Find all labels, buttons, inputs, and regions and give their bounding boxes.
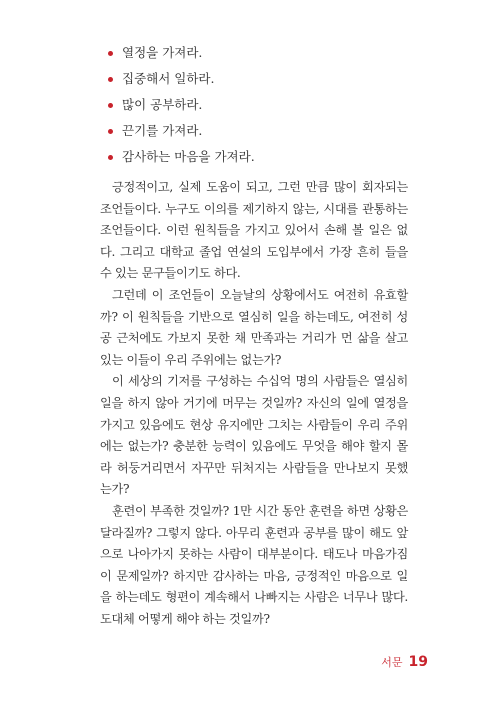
bullet-dot-icon	[108, 103, 113, 108]
page-footer	[381, 654, 428, 670]
body-text	[100, 177, 408, 630]
bullet-item	[108, 118, 255, 144]
bullet-text: 집중해서 일하라.	[122, 71, 215, 86]
bullet-item	[108, 92, 255, 118]
paragraph: 이 세상의 기저를 구성하는 수십억 명의 사람들은 열심히 일을 하지 않아 거기에 머무는 것일까? 자신의 일에 열정을 가지고 있음에도 현상 유지에만 그치는 사람들이 우리 주위에는 없는가? 충분한 능력이 있음에도 무엇을 해야 할지 몰라 허둥거리면서 자꾸만 뒤처지는 사람들을 만나보지 못했는가?	[100, 374, 408, 497]
bullet-dot-icon	[108, 129, 113, 134]
bullet-dot-icon	[108, 155, 113, 160]
bullet-dot-icon	[108, 51, 113, 56]
bullet-item	[108, 66, 255, 92]
bullet-dot-icon	[108, 77, 113, 82]
paragraph: 그런데 이 조언들이 오늘날의 상황에서도 여전히 유효할까? 이 원칙들을 기반으로 열심히 일을 하는데도, 여전히 성공 근처에도 가보지 못한 채 만족과는 거리가 먼 삶을 살고 있는 이들이 우리 주위에는 없는가?	[100, 287, 408, 367]
bullet-text: 감사하는 마음을 가져라.	[122, 149, 255, 164]
page-number: 19	[408, 654, 428, 670]
paragraph: 긍정적이고, 실제 도움이 되고, 그런 만큼 많이 회자되는 조언들이다. 누구도 이의를 제기하지 않는, 시대를 관통하는 조언들이다. 이런 원칙들을 가지고 있어서 손해 볼 일은 없다. 그리고 대학교 졸업 연설의 도입부에서 가장 흔히 들을 수 있는 문구들이기도 하다.	[100, 180, 408, 281]
bullet-text: 열정을 가져라.	[122, 45, 203, 60]
bullet-item	[108, 144, 255, 170]
paragraph: 훈련이 부족한 것일까? 1만 시간 동안 훈련을 하면 상황은 달라질까? 그렇지 않다. 아무리 훈련과 공부를 많이 해도 앞으로 나아가지 못하는 사람이 대부분이다. 태도나 마음가짐이 문제일까? 하지만 감사하는 마음, 긍정적인 마음으로 일을 하는데도 형편이 계속해서 나빠지는 사람은 너무나 많다. 도대체 어떻게 해야 하는 것일까?	[100, 503, 408, 626]
section-label: 서문	[381, 656, 403, 669]
bullet-item	[108, 40, 255, 66]
bullet-list	[108, 40, 255, 170]
bullet-text: 많이 공부하라.	[122, 97, 203, 112]
bullet-text: 끈기를 가져라.	[122, 123, 203, 138]
